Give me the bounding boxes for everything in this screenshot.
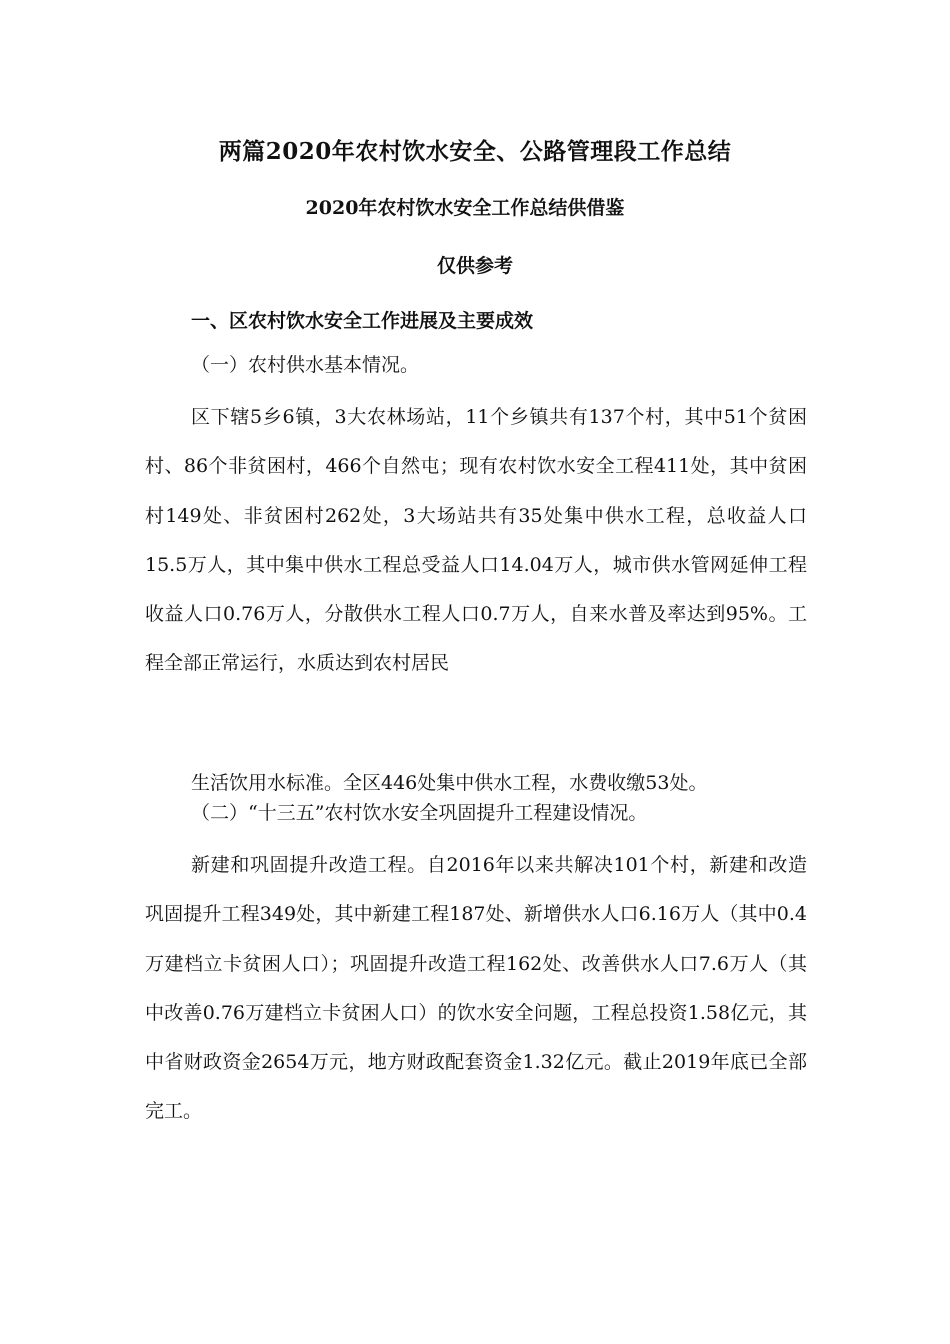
sub-title: 2020年农村饮水安全工作总结供借鉴 [305, 197, 625, 219]
section-heading-1: 一、区农村饮水安全工作进展及主要成效 [191, 310, 534, 332]
paragraph-water-supply-overview: 区下辖5乡6镇，3大农林场站，11个乡镇共有137个村，其中51个贫困村、86个非贫困村，466个自然屯；现有农村饮水安全工程411处，其中贫困村149处、非贫困村262处，3大场站共有35处集中供水工程，总收益人口15.5万人，其中集中供水工程总受益人口14.04万人，城市供水管网延伸工程收益人口0.76万人，分散供水工程人口0.7万人，自来水普及率达到95%。工程全部正常运行，水质达到农村居民 [145, 406, 807, 675]
paragraph-construction-progress: 新建和巩固提升改造工程。自2016年以来共解决101个村，新建和改造巩固提升工程349处，其中新建工程187处、新增供水人口6.16万人（其中0.4万建档立卡贫困人口）；巩固提升改造工程162处、改善供水人口7.6万人（其中改善0.76万建档立卡贫困人口）的饮水安全问题，工程总投资1.58亿元，其中省财政资金2654万元，地方财政配套资金1.32亿元。截止2019年底已全部完工。 [145, 854, 807, 1123]
main-title: 两篇2020年农村饮水安全、公路管理段工作总结 [218, 138, 732, 165]
reference-note: 仅供参考 [436, 255, 513, 277]
subsection-heading-1: （一）农村供水基本情况。 [191, 354, 420, 376]
subsection-heading-2: （二）“十三五”农村饮水安全巩固提升工程建设情况。 [191, 802, 648, 824]
paragraph-water-standard: 生活饮用水标准。全区446处集中供水工程，水费收缴53处。 [191, 772, 708, 794]
